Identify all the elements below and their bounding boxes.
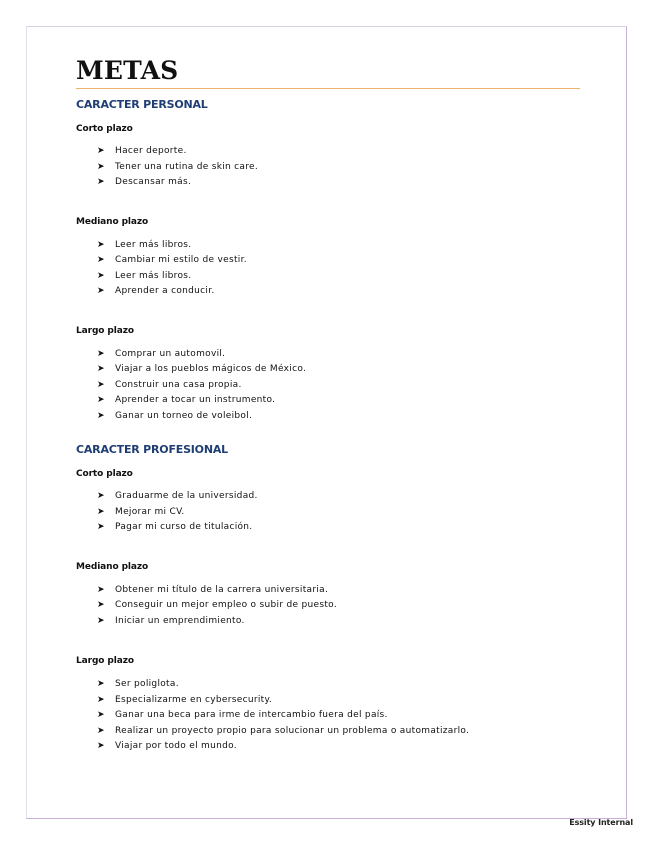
arrow-bullet-icon: ➤ — [97, 239, 105, 250]
list-item: ➤ Especializarme en cybersecurity. — [76, 693, 580, 709]
goal-list-professional-long — [76, 677, 580, 755]
arrow-bullet-icon: ➤ — [97, 410, 105, 421]
page-title: METAS — [76, 56, 179, 85]
list-item: ➤ Hacer deporte. — [76, 144, 580, 160]
arrow-bullet-icon: ➤ — [97, 491, 105, 501]
arrow-bullet-icon: ➤ — [97, 506, 105, 517]
list-item: ➤ Viajar por todo el mundo. — [76, 739, 580, 755]
list-item: ➤ Viajar a los pueblos mágicos de México. — [76, 362, 580, 378]
arrow-bullet-icon: ➤ — [97, 710, 105, 720]
list-item: ➤ Obtener mi título de la carrera universitaria. — [76, 583, 580, 599]
arrow-bullet-icon: ➤ — [97, 600, 105, 610]
goal-list-personal-long — [76, 347, 580, 425]
list-item: ➤ Leer más libros. — [76, 269, 580, 285]
arrow-bullet-icon: ➤ — [97, 694, 105, 705]
arrow-bullet-icon: ➤ — [97, 364, 105, 374]
list-item: ➤ Ganar un torneo de voleibol. — [76, 409, 580, 425]
list-item: ➤ Conseguir un mejor empleo o subir de puesto. — [76, 598, 580, 614]
document-content — [76, 57, 580, 755]
list-item: ➤ Cambiar mi estilo de vestir. — [76, 253, 580, 269]
arrow-bullet-icon: ➤ — [97, 161, 105, 172]
list-item: ➤ Leer más libros. — [76, 238, 580, 254]
arrow-bullet-icon: ➤ — [97, 584, 105, 595]
list-item: ➤ Ganar una beca para irme de intercambio fuera del país. — [76, 708, 580, 724]
arrow-bullet-icon: ➤ — [97, 379, 105, 390]
list-item: ➤ Aprender a tocar un instrumento. — [76, 393, 580, 409]
arrow-bullet-icon: ➤ — [97, 615, 105, 626]
list-item: ➤ Descansar más. — [76, 175, 580, 191]
goal-list-professional-short — [76, 489, 580, 536]
classification-footer: Essity Internal — [569, 818, 633, 827]
arrow-bullet-icon: ➤ — [97, 286, 105, 296]
list-item: ➤ Ser poliglota. — [76, 677, 580, 693]
arrow-bullet-icon: ➤ — [97, 679, 105, 689]
arrow-bullet-icon: ➤ — [97, 522, 105, 532]
arrow-bullet-icon: ➤ — [97, 395, 105, 405]
list-item: ➤ Realizar un proyecto propio para solucionar un problema o automatizarlo. — [76, 724, 580, 740]
title-divider — [76, 88, 580, 89]
term-heading-personal-short: Corto plazo — [76, 124, 133, 134]
arrow-bullet-icon: ➤ — [97, 177, 105, 187]
section-heading-professional: CARACTER PROFESIONAL — [76, 443, 228, 456]
list-item: ➤ Iniciar un emprendimiento. — [76, 614, 580, 630]
term-heading-personal-long: Largo plazo — [76, 325, 134, 336]
list-item: ➤ Aprender a conducir. — [76, 284, 580, 300]
arrow-bullet-icon: ➤ — [97, 741, 105, 751]
list-item: ➤ Pagar mi curso de titulación. — [76, 520, 580, 536]
arrow-bullet-icon: ➤ — [97, 348, 105, 359]
term-heading-professional-medium: Mediano plazo — [76, 561, 149, 572]
arrow-bullet-icon: ➤ — [97, 255, 105, 265]
list-item: ➤ Construir una casa propia. — [76, 378, 580, 394]
list-item: ➤ Tener una rutina de skin care. — [76, 160, 580, 176]
goal-list-personal-short — [76, 144, 580, 191]
section-heading-personal: CARACTER PERSONAL — [76, 98, 208, 111]
term-heading-professional-short: Corto plazo — [76, 469, 133, 479]
arrow-bullet-icon: ➤ — [97, 270, 105, 281]
list-item: ➤ Comprar un automovil. — [76, 347, 580, 363]
term-heading-personal-medium: Mediano plazo — [76, 216, 149, 227]
goal-list-professional-medium — [76, 583, 580, 630]
arrow-bullet-icon: ➤ — [97, 725, 105, 736]
term-heading-professional-long: Largo plazo — [76, 656, 134, 666]
arrow-bullet-icon: ➤ — [97, 146, 105, 156]
list-item: ➤ Graduarme de la universidad. — [76, 489, 580, 505]
goal-list-personal-medium — [76, 238, 580, 300]
list-item: ➤ Mejorar mi CV. — [76, 505, 580, 521]
